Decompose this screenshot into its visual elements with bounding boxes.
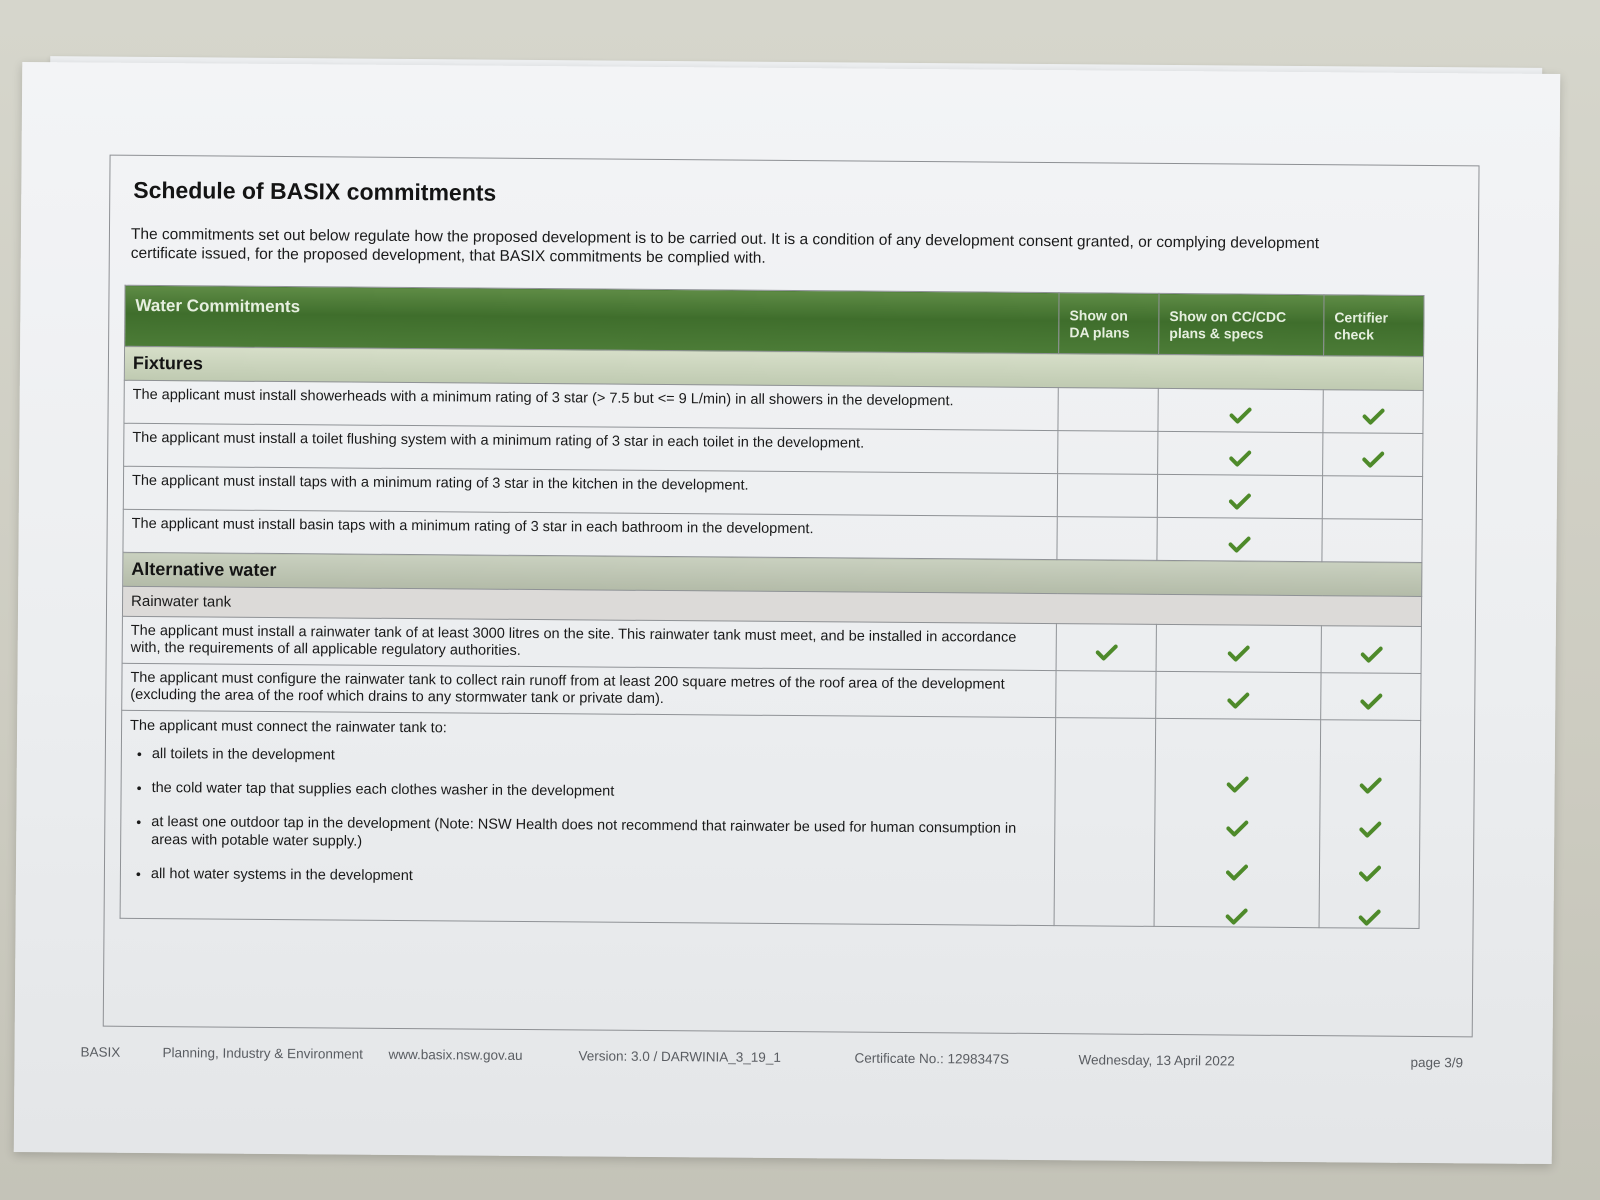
checkmark-icon	[1228, 644, 1250, 662]
fixture-da-cell	[1058, 431, 1158, 475]
fixture-text: The applicant must install a toilet flushing system with a minimum rating of 3 star in each toilet in the development.	[124, 423, 1058, 473]
connect-item-text: at least one outdoor tap in the development (Note: NSW Health does not recommend that rainwater be used for human consumption in areas with potable water supply.)	[151, 814, 1017, 850]
fixture-da-cell	[1057, 517, 1157, 561]
connect-list	[129, 745, 1047, 890]
header-show-on-da: Show on DA plans	[1059, 293, 1159, 355]
checkmark-icon	[1360, 645, 1382, 663]
connect-list-item	[130, 745, 1047, 770]
rainwater-text: The applicant must configure the rainwater tank to collect rain runoff from at least 200 square metres of the roof area of the development (excluding the area of the roof which drains to any stormwater tank or private dam).	[122, 663, 1056, 717]
fixture-cc-cell	[1157, 517, 1322, 561]
connect-list-item	[130, 779, 1047, 804]
connect-item-text: all toilets in the development	[151, 746, 335, 764]
fixture-text: The applicant must install taps with a minimum rating of 3 star in the kitchen in the development.	[123, 466, 1057, 516]
header-show-on-cc: Show on CC/CDC plans & specs	[1159, 293, 1324, 355]
fixture-cc-cell	[1158, 388, 1323, 432]
connect-row	[120, 710, 1421, 928]
bullet-icon: •	[136, 779, 142, 796]
rainwater-text: The applicant must install a rainwater tank of at least 3000 litres on the site. This rainwater tank must meet, and be installed in accordance with, the requirements of all applicable regulatory authorities.	[122, 616, 1056, 670]
footer-certificate: Certificate No.: 1298347S	[854, 1050, 1010, 1067]
checkmark-icon	[1229, 492, 1251, 510]
fixture-cert-cell	[1322, 476, 1422, 520]
checkmark-icon	[1229, 535, 1251, 553]
connect-cert-cell	[1319, 720, 1421, 929]
checkmark-icon	[1360, 692, 1382, 710]
fixture-da-cell	[1058, 388, 1158, 432]
fixture-cc-cell	[1158, 431, 1323, 475]
footer-url: www.basix.nsw.gov.au	[388, 1046, 523, 1063]
subsection-title-rainwater-tank: Rainwater tank	[122, 586, 1421, 626]
header-water-commitments: Water Commitments	[125, 285, 1060, 353]
checkmark-icon	[1358, 864, 1380, 882]
connect-list-item	[129, 865, 1046, 890]
checkmark-icon	[1226, 819, 1248, 837]
connect-cc-ticks	[1156, 733, 1319, 926]
rainwater-cc-cell	[1156, 671, 1321, 719]
footer-brand: BASIX	[80, 1044, 121, 1060]
connect-item-text: the cold water tap that supplies each clothes washer in the development	[151, 780, 615, 800]
checkmark-icon	[1226, 863, 1248, 881]
water-commitments-table	[120, 285, 1425, 929]
bullet-icon: •	[136, 745, 142, 762]
checkmark-icon	[1227, 691, 1249, 709]
bullet-icon: •	[135, 865, 141, 882]
rainwater-cc-cell	[1156, 624, 1321, 672]
connect-list-item	[129, 813, 1046, 856]
connect-intro: The applicant must connect the rainwater tank to:	[130, 717, 447, 737]
checkmark-icon	[1358, 908, 1380, 926]
fixture-cert-cell	[1323, 433, 1423, 477]
table-header-row	[125, 285, 1424, 356]
page-footer	[80, 1044, 1481, 1071]
fixture-da-cell	[1057, 474, 1157, 518]
fixture-cert-cell	[1322, 519, 1422, 563]
header-certifier-check: Certifier check	[1324, 295, 1424, 357]
checkmark-icon	[1362, 450, 1384, 468]
fixture-cc-cell	[1157, 474, 1322, 518]
checkmark-icon	[1226, 907, 1248, 925]
intro-paragraph: The commitments set out below regulate how the proposed development is to be carried out. It is a condition of any development consent granted, or complying development certificate issued, for the proposed development, that BASIX commitments be complied with.	[130, 225, 1320, 267]
paper-sheet	[14, 62, 1561, 1164]
alternative-water-rows	[122, 616, 1422, 720]
footer-department: Planning, Industry & Environment	[162, 1045, 363, 1062]
connect-item-text: all hot water systems in the development	[150, 866, 413, 885]
connect-cell	[120, 710, 1056, 925]
checkmark-icon	[1227, 775, 1249, 793]
checkmark-icon	[1359, 776, 1381, 794]
checkmark-icon	[1095, 643, 1117, 661]
checkmark-icon	[1362, 407, 1384, 425]
rainwater-cert-cell	[1321, 673, 1421, 721]
footer-date: Wednesday, 13 April 2022	[1078, 1052, 1235, 1069]
footer-page-number: page 3/9	[1410, 1054, 1464, 1071]
checkmark-icon	[1230, 406, 1252, 424]
fixtures-rows	[123, 380, 1423, 562]
section-title-fixtures: Fixtures	[124, 346, 1423, 390]
document-title: Schedule of BASIX commitments	[133, 176, 497, 206]
checkmark-icon	[1359, 820, 1381, 838]
fixture-cert-cell	[1323, 390, 1423, 434]
rainwater-da-cell	[1056, 624, 1156, 672]
connect-cert-ticks	[1321, 734, 1419, 927]
fixture-text: The applicant must install basin taps with a minimum rating of 3 star in each bathroom in the development.	[123, 509, 1057, 559]
checkmark-icon	[1229, 449, 1251, 467]
fixture-text: The applicant must install showerheads with a minimum rating of 3 star (> 7.5 but <= 9 L/min) in all showers in the development.	[124, 380, 1058, 430]
section-title-alternative-water: Alternative water	[123, 552, 1422, 596]
footer-version: Version: 3.0 / DARWINIA_3_19_1	[578, 1048, 781, 1065]
rainwater-da-cell	[1056, 671, 1156, 719]
rainwater-cert-cell	[1321, 626, 1421, 674]
bullet-icon: •	[136, 813, 142, 830]
connect-cc-cell	[1154, 718, 1321, 927]
connect-da-cell	[1054, 718, 1156, 927]
